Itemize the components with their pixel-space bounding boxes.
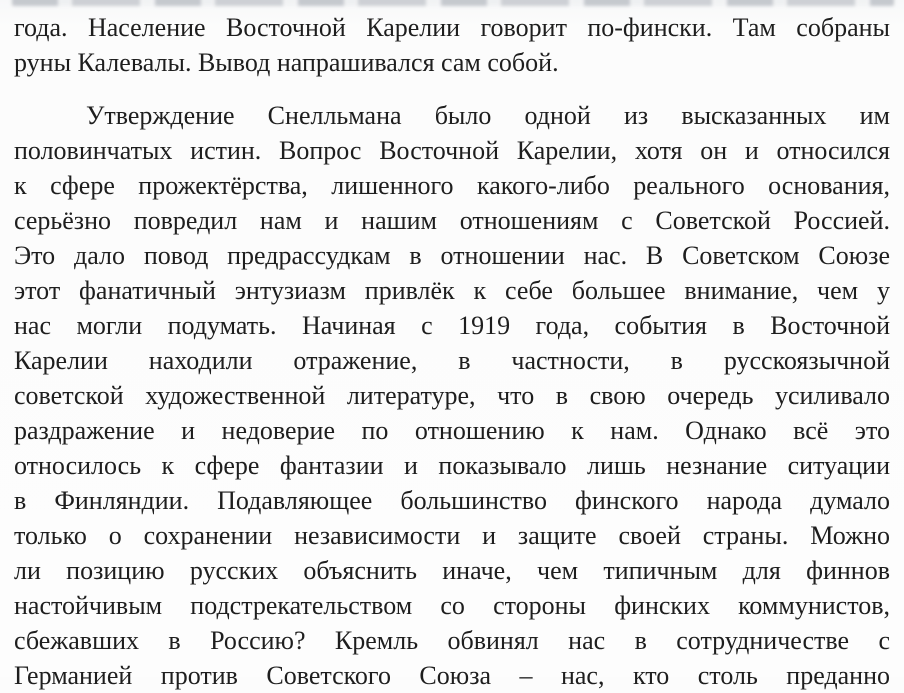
text-line: советской художественной литературе, что в свою очередь усиливало: [14, 381, 890, 410]
text-line: серьёзно повредил нам и нашим отношениям с Советской Россией.: [14, 206, 890, 235]
text-line: сбежавших в Россию? Кремль обвинял нас в сотрудничестве с: [14, 626, 890, 655]
text-line: только о сохранении независимости и защите своей страны. Можно: [14, 521, 890, 550]
text-block: [14, 10, 890, 693]
text-line: нас могли подумать. Начиная с 1919 года, события в Восточной: [14, 311, 890, 340]
text-line: половинчатых истин. Вопрос Восточной Карелии, хотя он и относился: [14, 136, 890, 165]
text-line: года. Население Восточной Карелии говорит по-фински. Там собраны: [14, 13, 890, 42]
text-line: Утверждение Снелльмана было одной из высказанных им: [86, 101, 890, 130]
text-line: Германией против Советского Союза – нас, кто столь преданно: [14, 661, 890, 690]
text-line: этот фанатичный энтузиазм привлёк к себе большее внимание, чем у: [14, 276, 890, 305]
text-line: руны Калевалы. Вывод напрашивался сам собой.: [14, 48, 559, 77]
text-line: раздражение и недоверие по отношению к нам. Однако всё это: [14, 416, 890, 445]
text-line: в Финляндии. Подавляющее большинство финского народа думало: [14, 486, 890, 515]
text-line: к сфере прожектёрства, лишенного какого-либо реального основания,: [14, 171, 890, 200]
text-line: относилось к сфере фантазии и показывало лишь незнание ситуации: [14, 451, 890, 480]
text-line: настойчивым подстрекательством со стороны финских коммунистов,: [14, 591, 890, 620]
cropped-line-artifact: [12, 0, 894, 6]
text-line: ли позицию русских объяснить иначе, чем типичным для финнов: [14, 556, 890, 585]
paragraph: [14, 10, 890, 80]
paragraph: [14, 98, 890, 693]
text-line: Карелии находили отражение, в частности, в русскоязычной: [14, 346, 890, 375]
text-line: Это дало повод предрассудкам в отношении нас. В Советском Союзе: [14, 241, 890, 270]
